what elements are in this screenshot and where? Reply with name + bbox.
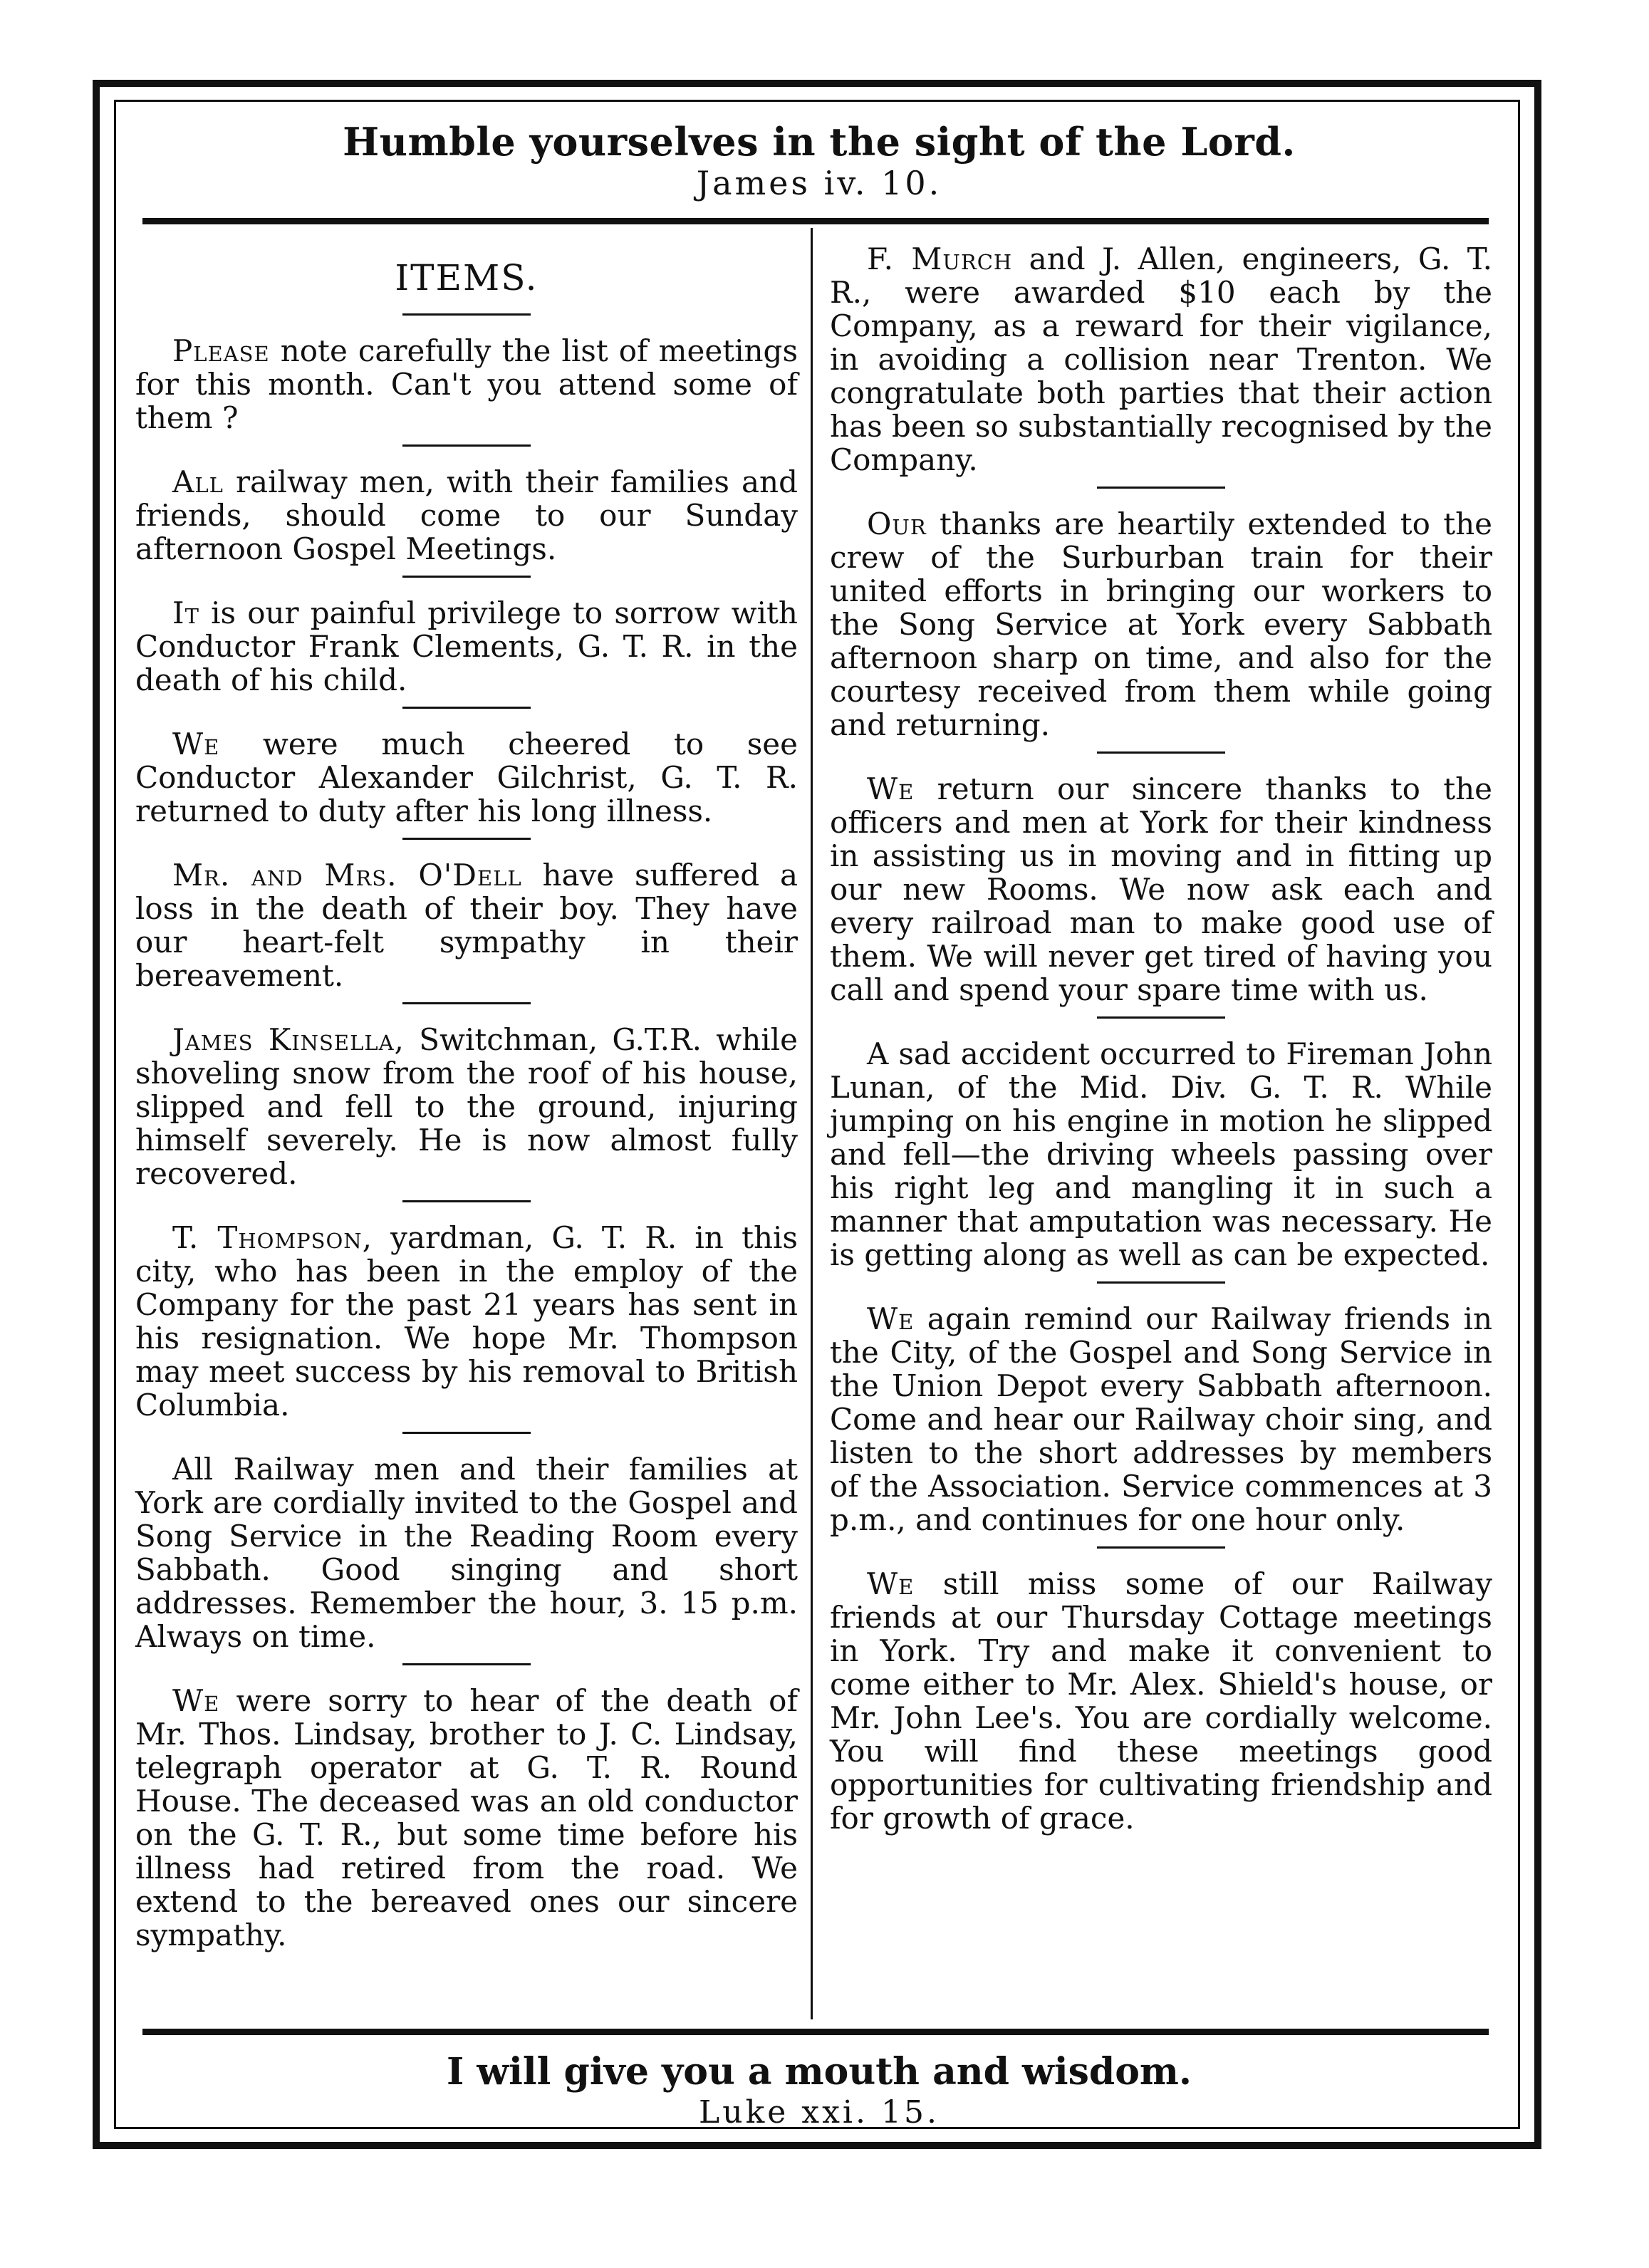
separator (402, 1432, 531, 1434)
news-item (830, 1302, 1492, 1536)
news-item (830, 242, 1492, 477)
item-lead: We (172, 1683, 220, 1718)
item-text: return our sincere thanks to the officers and men at York for their kindness in assisting us in moving and in fitting up our new Rooms. We now ask each and every railroad man to make good use of them. We will never get tired of having you call and spend your spare time with us. (830, 771, 1492, 1007)
footer-verse-reference: Luke xxi. 15. (699, 2094, 940, 2131)
separator (1097, 751, 1225, 754)
footer-rule (142, 2029, 1489, 2035)
news-item (830, 1567, 1492, 1835)
news-item (135, 1221, 798, 1422)
separator (1097, 1546, 1225, 1549)
footer-verse: I will give you a mouth and wisdom. (446, 2050, 1192, 2093)
header-verse: Humble yourselves in the sight of the Lord. (343, 119, 1296, 165)
separator (402, 1002, 531, 1004)
header-rule (142, 218, 1489, 224)
item-text: A sad accident occurred to Fireman John Lunan, of the Mid. Div. G. T. R. While jumping on his engine in motion he slipped and fell—the driving wheels passing over his right leg and mangling it in such a manner that amputation was necessary. He is getting along as well as can be expected. (830, 1036, 1492, 1272)
item-text: thanks are heartily extended to the crew of the Surburban train for their united efforts in bringing our workers to the Song Service at York every Sabbath afternoon sharp on time, and also for the courtesy received from them while going and returning. (830, 506, 1492, 742)
item-text: note carefully the list of meetings for this month. Can't you attend some of them ? (135, 333, 798, 435)
item-text: were sorry to hear of the death of Mr. Thos. Lindsay, brother to J. C. Lindsay, telegraph operator at G. T. R. Round House. The deceased was an old conductor on the G. T. R., but some time before his illness had retired from the road. We extend to the bereaved ones our sincere sympathy. (135, 1683, 798, 1952)
item-lead: We (172, 727, 220, 761)
separator (1097, 1281, 1225, 1284)
item-text: All Railway men and their families at York are cordially invited to the Gospel and Song Service in the Reading Room every Sabbath. Good singing and short addresses. Remember the hour, 3. 15 p.m. Always on time. (135, 1452, 798, 1654)
item-lead: All (172, 464, 224, 499)
news-item (135, 858, 798, 992)
news-item (135, 727, 798, 828)
separator (1097, 1016, 1225, 1019)
separator (402, 1663, 531, 1665)
news-item (135, 1023, 798, 1190)
news-item (830, 1037, 1492, 1271)
item-lead: We (867, 1566, 915, 1601)
item-lead: Our (867, 506, 927, 541)
item-text: railway men, with their families and friends, should come to our Sunday afternoon Gospel Meetings. (135, 464, 798, 566)
column-divider (811, 228, 813, 2019)
item-lead: It (172, 595, 199, 630)
item-text: and J. Allen, engineers, G. T. R., were awarded $10 each by the Company, as a reward for their vigilance, in avoiding a collision near Trenton. We congratulate both parties that their action has been so substantially recognised by the Company. (830, 241, 1492, 477)
items-title: ITEMS. (395, 257, 539, 298)
item-lead: Please (172, 333, 270, 368)
header-verse-reference: James iv. 10. (696, 164, 942, 202)
item-lead: We (867, 771, 915, 806)
item-text: again remind our Railway friends in the City, of the Gospel and Song Service in the Union Depot every Sabbath afternoon. Come and hear our Railway choir sing, and listen to the short addresses by members of the Association. Service commences at 3 p.m., and continues for one hour only. (830, 1301, 1492, 1537)
item-text: have suffered a loss in the death of their boy. They have our heart-felt sympathy in their bereavement. (135, 858, 798, 993)
item-lead: T. Thompson, (172, 1220, 373, 1255)
separator (402, 444, 531, 447)
item-text: still miss some of our Railway friends at our Thursday Cottage meetings in York. Try and make it convenient to come either to Mr. Alex. Shield's house, or Mr. John Lee's. You are cordially welcome. You will find these meetings good opportunities for cultivating friendship and for growth of grace. (830, 1566, 1492, 1836)
item-lead: We (867, 1301, 915, 1336)
right-column (830, 242, 1492, 1835)
page-header (142, 120, 1496, 202)
item-lead: Mr. and Mrs. O'Dell (172, 858, 522, 893)
item-lead: F. Murch (867, 241, 1013, 276)
separator (402, 707, 531, 709)
news-item (830, 507, 1492, 742)
news-item (135, 1684, 798, 1952)
separator (1097, 487, 1225, 489)
page-footer (142, 2050, 1496, 2131)
news-item (135, 334, 798, 435)
item-text: is our painful privilege to sorrow with Conductor Frank Clements, G. T. R. in the death of his child. (135, 595, 798, 697)
item-text: were much cheered to see Conductor Alexander Gilchrist, G. T. R. returned to duty after his long illness. (135, 727, 798, 828)
separator (402, 313, 531, 316)
item-text: Switchman, G.T.R. while shoveling snow from the roof of his house, slipped and fell to the ground, injuring himself severely. He is now almost fully recovered. (135, 1022, 798, 1191)
item-text: yardman, G. T. R. in this city, who has been in the employ of the Company for the past 21 years has sent in his resignation. We hope Mr. Thompson may meet success by his removal to British Columbia. (135, 1220, 798, 1422)
news-item (830, 772, 1492, 1006)
left-column (135, 242, 798, 1952)
news-item (135, 465, 798, 566)
separator (402, 838, 531, 840)
news-item (135, 1452, 798, 1653)
news-item (135, 596, 798, 697)
separator (402, 576, 531, 578)
separator (402, 1200, 531, 1202)
item-lead: James Kinsella, (172, 1022, 405, 1057)
